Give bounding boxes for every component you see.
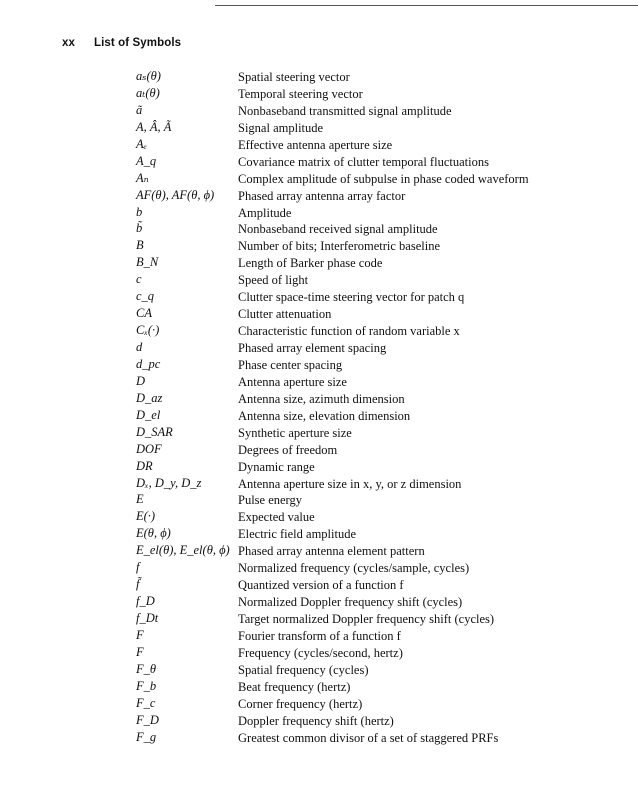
symbol-description: Greatest common divisor of a set of staggered PRFs <box>238 730 499 745</box>
symbol-description: Normalized Doppler frequency shift (cycles) <box>238 595 463 610</box>
symbol: F_b <box>136 678 157 693</box>
symbol-description: Complex amplitude of subpulse in phase coded waveform <box>238 171 529 186</box>
symbol: E_el(θ), E_el(θ, ϕ) <box>136 543 230 558</box>
symbol-description: Covariance matrix of clutter temporal fluctuations <box>238 154 489 169</box>
symbol-entry <box>0 153 638 170</box>
symbol: F_c <box>136 695 156 710</box>
page-number: xx <box>62 37 75 49</box>
symbol: A_q <box>136 153 157 168</box>
symbol: b̃ <box>136 221 143 236</box>
symbol-description: Quantized version of a function f <box>238 578 404 593</box>
symbol-description: Doppler frequency shift (hertz) <box>238 713 394 728</box>
symbol: d <box>136 340 143 354</box>
symbol: CA <box>136 306 152 321</box>
symbol-description: Antenna size, elevation dimension <box>238 408 411 423</box>
symbol-description: Target normalized Doppler frequency shift (cycles) <box>238 612 495 626</box>
symbol-entry <box>0 204 638 221</box>
symbol: D_el <box>136 407 161 422</box>
symbol-entry <box>0 593 638 610</box>
symbol-entry <box>0 339 638 356</box>
symbol: B_N <box>136 255 159 270</box>
symbol-entry <box>0 695 638 712</box>
symbol-entry <box>0 288 638 305</box>
symbol-entry <box>0 491 638 508</box>
symbol-description: Number of bits; Interferometric baseline <box>238 239 441 254</box>
symbol-description: Signal amplitude <box>238 120 324 135</box>
symbol: Dₓ, D_y, D_z <box>136 475 202 490</box>
symbol-description: Antenna size, azimuth dimension <box>238 391 405 406</box>
symbol-entry <box>0 102 638 119</box>
symbol: Aₑ <box>136 136 147 151</box>
symbol-description: Length of Barker phase code <box>238 256 383 271</box>
symbol-description: Antenna aperture size in x, y, or z dimension <box>238 476 462 491</box>
symbol-entry <box>0 475 638 492</box>
symbol-entry <box>0 68 638 85</box>
symbol-description: Phased array element spacing <box>238 341 387 355</box>
symbol-description: Effective antenna aperture size <box>238 137 393 152</box>
symbol-entry <box>0 373 638 390</box>
symbol-description: Phased array antenna element pattern <box>238 544 425 559</box>
symbol: D <box>136 373 146 388</box>
symbol: F_D <box>136 712 159 727</box>
symbol-description: Spatial steering vector <box>238 70 350 84</box>
symbol-description: Clutter space-time steering vector for patch q <box>238 290 465 305</box>
symbol: AF(θ), AF(θ, ϕ) <box>136 187 215 202</box>
symbol: aₜ(θ) <box>136 85 160 100</box>
symbol-entry <box>0 542 638 559</box>
symbol-entry <box>0 187 638 204</box>
symbol: DR <box>136 458 153 473</box>
symbol-entry <box>0 627 638 644</box>
symbol: c <box>136 272 142 287</box>
symbol: A, Â, Ã <box>136 119 172 134</box>
symbol-entry <box>0 407 638 424</box>
symbol-description: Expected value <box>238 510 315 525</box>
symbol-entry <box>0 559 638 576</box>
symbol: F <box>136 644 144 659</box>
symbol-description: Normalized frequency (cycles/sample, cycles) <box>238 561 470 576</box>
symbol-description: Clutter attenuation <box>238 307 332 322</box>
symbol-entry <box>0 237 638 254</box>
symbol-entry <box>0 644 638 661</box>
symbol-entry <box>0 576 638 593</box>
symbol-list <box>0 68 638 746</box>
symbol-description: Nonbaseband received signal amplitude <box>238 222 438 237</box>
symbol-description: Antenna aperture size <box>238 374 347 389</box>
symbol-entry <box>0 508 638 525</box>
symbol-entry <box>0 305 638 322</box>
symbol: f_Dt <box>136 611 159 625</box>
symbol: F_θ <box>136 661 157 676</box>
symbol-description: Speed of light <box>238 273 309 288</box>
symbol-entry <box>0 458 638 475</box>
symbol: B <box>136 238 144 253</box>
symbol-description: Corner frequency (hertz) <box>238 696 363 711</box>
symbol-entry <box>0 271 638 288</box>
symbol-entry <box>0 729 638 746</box>
symbol-entry <box>0 119 638 136</box>
symbol-description: Frequency (cycles/second, hertz) <box>238 645 403 660</box>
symbol: D_az <box>136 390 163 405</box>
running-head <box>62 37 181 49</box>
symbol-description: Pulse energy <box>238 493 302 508</box>
symbol-description: Synthetic aperture size <box>238 425 352 440</box>
symbol: f̃ <box>136 577 140 592</box>
symbol: E <box>136 492 144 507</box>
symbol-entry <box>0 356 638 373</box>
symbol: DOF <box>136 441 162 456</box>
symbol-description: Electric field amplitude <box>238 527 357 542</box>
symbol-description: Nonbaseband transmitted signal amplitude <box>238 103 452 118</box>
symbol-entry <box>0 610 638 627</box>
symbol-description: Fourier transform of a function f <box>238 628 401 643</box>
symbol-entry <box>0 170 638 187</box>
symbol-description: Phase center spacing <box>238 357 343 372</box>
symbol-entry <box>0 712 638 729</box>
top-rule <box>215 5 638 6</box>
symbol-entry <box>0 390 638 407</box>
symbol-entry <box>0 220 638 237</box>
symbol: c_q <box>136 289 155 304</box>
symbol-entry <box>0 441 638 458</box>
symbol: Aₙ <box>136 170 149 185</box>
symbol-description: Characteristic function of random variable x <box>238 324 460 339</box>
symbol: ã <box>136 102 143 117</box>
symbol-entry <box>0 678 638 695</box>
symbol-entry <box>0 661 638 678</box>
symbol-description: Degrees of freedom <box>238 442 338 457</box>
symbol: f_D <box>136 594 155 609</box>
symbol-entry <box>0 525 638 542</box>
symbol: D_SAR <box>136 424 173 439</box>
symbol-description: Beat frequency (hertz) <box>238 679 351 694</box>
symbol: d_pc <box>136 356 161 371</box>
symbol: E(·) <box>136 509 156 524</box>
symbol: F <box>136 627 144 642</box>
symbol-description: Amplitude <box>238 205 292 220</box>
symbol: f <box>136 560 140 575</box>
symbol: b <box>136 204 143 219</box>
symbol-description: Temporal steering vector <box>238 86 363 101</box>
symbol: F_g <box>136 729 157 744</box>
symbol-description: Phased array antenna array factor <box>238 188 406 203</box>
symbol: aₛ(θ) <box>136 69 161 83</box>
symbol-description: Spatial frequency (cycles) <box>238 662 369 677</box>
symbol-entry <box>0 85 638 102</box>
symbol-entry <box>0 322 638 339</box>
symbol-entry <box>0 424 638 441</box>
symbol-description: Dynamic range <box>238 459 315 474</box>
page-title: List of Symbols <box>94 37 182 49</box>
symbol: E(θ, ϕ) <box>136 526 171 541</box>
symbol-entry <box>0 136 638 153</box>
symbol: Cₓ(·) <box>136 323 160 338</box>
symbol-entry <box>0 254 638 271</box>
